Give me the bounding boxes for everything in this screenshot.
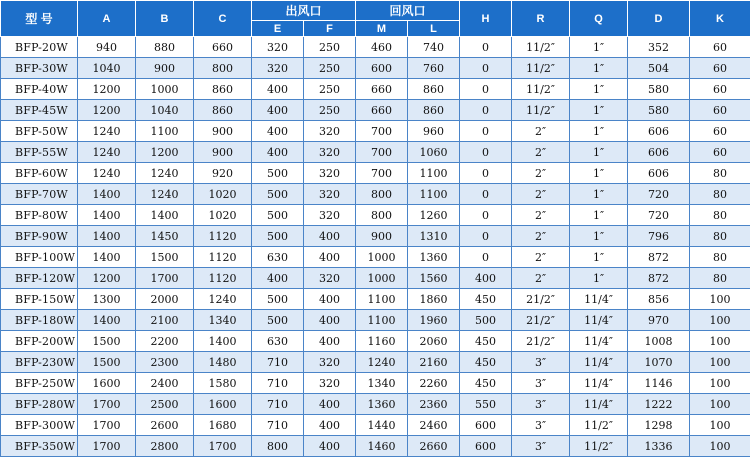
cell-f: 250	[304, 58, 356, 79]
cell-a: 1400	[78, 184, 136, 205]
cell-q: 11/4″	[570, 394, 628, 415]
table-row	[1, 142, 750, 163]
cell-c: 1240	[194, 289, 252, 310]
cell-e: 630	[252, 247, 304, 268]
cell-f: 250	[304, 37, 356, 58]
cell-l: 1860	[408, 289, 460, 310]
cell-a: 1400	[78, 310, 136, 331]
cell-b: 1000	[136, 79, 194, 100]
cell-l: 2460	[408, 415, 460, 436]
cell-model: BFP-350W	[1, 436, 78, 457]
cell-q: 1″	[570, 268, 628, 289]
cell-e: 800	[252, 436, 304, 457]
cell-k: 100	[690, 436, 750, 457]
cell-d: 872	[628, 247, 690, 268]
cell-q: 1″	[570, 100, 628, 121]
header-outlet: 出风口	[252, 1, 356, 21]
table-row	[1, 205, 750, 226]
cell-c: 920	[194, 163, 252, 184]
cell-model: BFP-100W	[1, 247, 78, 268]
cell-q: 11/4″	[570, 373, 628, 394]
cell-r: 3″	[512, 352, 570, 373]
cell-m: 1160	[356, 331, 408, 352]
cell-k: 80	[690, 226, 750, 247]
cell-e: 710	[252, 415, 304, 436]
cell-a: 1400	[78, 205, 136, 226]
cell-f: 320	[304, 163, 356, 184]
cell-h: 0	[460, 247, 512, 268]
cell-m: 1100	[356, 289, 408, 310]
cell-m: 1000	[356, 247, 408, 268]
cell-d: 1008	[628, 331, 690, 352]
cell-e: 500	[252, 226, 304, 247]
cell-b: 900	[136, 58, 194, 79]
cell-model: BFP-55W	[1, 142, 78, 163]
cell-d: 580	[628, 79, 690, 100]
table-body	[1, 37, 750, 457]
cell-f: 320	[304, 205, 356, 226]
cell-k: 60	[690, 100, 750, 121]
cell-m: 1240	[356, 352, 408, 373]
cell-h: 450	[460, 289, 512, 310]
cell-q: 1″	[570, 37, 628, 58]
cell-f: 400	[304, 247, 356, 268]
cell-k: 80	[690, 184, 750, 205]
cell-m: 700	[356, 163, 408, 184]
cell-a: 1200	[78, 268, 136, 289]
table-row	[1, 79, 750, 100]
cell-b: 1700	[136, 268, 194, 289]
cell-h: 0	[460, 142, 512, 163]
cell-h: 600	[460, 415, 512, 436]
table-row	[1, 268, 750, 289]
cell-f: 250	[304, 100, 356, 121]
cell-r: 21/2″	[512, 289, 570, 310]
cell-model: BFP-230W	[1, 352, 78, 373]
cell-q: 1″	[570, 247, 628, 268]
cell-f: 400	[304, 394, 356, 415]
cell-q: 1″	[570, 79, 628, 100]
cell-k: 60	[690, 79, 750, 100]
cell-a: 1500	[78, 331, 136, 352]
cell-model: BFP-80W	[1, 205, 78, 226]
cell-a: 1700	[78, 394, 136, 415]
cell-h: 0	[460, 37, 512, 58]
cell-c: 1120	[194, 226, 252, 247]
table-row	[1, 226, 750, 247]
cell-r: 2″	[512, 163, 570, 184]
header-r: R	[512, 1, 570, 37]
cell-d: 856	[628, 289, 690, 310]
cell-k: 100	[690, 331, 750, 352]
cell-c: 660	[194, 37, 252, 58]
cell-e: 320	[252, 37, 304, 58]
cell-model: BFP-30W	[1, 58, 78, 79]
cell-m: 800	[356, 205, 408, 226]
cell-b: 1040	[136, 100, 194, 121]
cell-l: 1960	[408, 310, 460, 331]
cell-l: 2360	[408, 394, 460, 415]
cell-r: 2″	[512, 205, 570, 226]
cell-e: 500	[252, 310, 304, 331]
cell-q: 11/4″	[570, 352, 628, 373]
cell-d: 796	[628, 226, 690, 247]
cell-a: 1700	[78, 415, 136, 436]
cell-model: BFP-50W	[1, 121, 78, 142]
cell-l: 1060	[408, 142, 460, 163]
cell-e: 500	[252, 184, 304, 205]
cell-l: 1360	[408, 247, 460, 268]
cell-k: 100	[690, 415, 750, 436]
cell-c: 1580	[194, 373, 252, 394]
cell-e: 500	[252, 205, 304, 226]
cell-c: 1120	[194, 268, 252, 289]
header-c: C	[194, 1, 252, 37]
cell-b: 1240	[136, 163, 194, 184]
cell-model: BFP-200W	[1, 331, 78, 352]
table-row	[1, 373, 750, 394]
cell-a: 1040	[78, 58, 136, 79]
cell-d: 606	[628, 142, 690, 163]
table-row	[1, 184, 750, 205]
cell-b: 1450	[136, 226, 194, 247]
cell-h: 600	[460, 436, 512, 457]
cell-r: 2″	[512, 226, 570, 247]
table-row	[1, 121, 750, 142]
cell-d: 1336	[628, 436, 690, 457]
cell-l: 760	[408, 58, 460, 79]
cell-f: 400	[304, 415, 356, 436]
cell-r: 3″	[512, 394, 570, 415]
cell-q: 1″	[570, 226, 628, 247]
cell-d: 872	[628, 268, 690, 289]
cell-c: 900	[194, 142, 252, 163]
cell-a: 1300	[78, 289, 136, 310]
cell-m: 1460	[356, 436, 408, 457]
cell-f: 320	[304, 373, 356, 394]
header-f: F	[304, 21, 356, 37]
cell-h: 0	[460, 79, 512, 100]
cell-l: 2260	[408, 373, 460, 394]
cell-a: 1600	[78, 373, 136, 394]
cell-c: 1480	[194, 352, 252, 373]
header-q: Q	[570, 1, 628, 37]
header-b: B	[136, 1, 194, 37]
header-e: E	[252, 21, 304, 37]
cell-k: 60	[690, 37, 750, 58]
cell-k: 80	[690, 205, 750, 226]
cell-k: 80	[690, 268, 750, 289]
cell-h: 0	[460, 205, 512, 226]
cell-r: 2″	[512, 121, 570, 142]
table-row	[1, 100, 750, 121]
cell-e: 400	[252, 121, 304, 142]
cell-d: 352	[628, 37, 690, 58]
cell-model: BFP-180W	[1, 310, 78, 331]
cell-k: 100	[690, 310, 750, 331]
cell-a: 1200	[78, 100, 136, 121]
cell-r: 11/2″	[512, 37, 570, 58]
cell-r: 21/2″	[512, 331, 570, 352]
cell-l: 960	[408, 121, 460, 142]
cell-model: BFP-60W	[1, 163, 78, 184]
header-l: L	[408, 21, 460, 37]
cell-r: 3″	[512, 436, 570, 457]
cell-model: BFP-120W	[1, 268, 78, 289]
cell-e: 500	[252, 289, 304, 310]
cell-d: 580	[628, 100, 690, 121]
cell-k: 100	[690, 352, 750, 373]
cell-q: 11/4″	[570, 310, 628, 331]
header-a: A	[78, 1, 136, 37]
cell-b: 2300	[136, 352, 194, 373]
cell-f: 400	[304, 226, 356, 247]
cell-q: 11/2″	[570, 415, 628, 436]
cell-e: 630	[252, 331, 304, 352]
cell-e: 320	[252, 58, 304, 79]
table-row	[1, 289, 750, 310]
cell-l: 1100	[408, 184, 460, 205]
cell-e: 400	[252, 79, 304, 100]
cell-r: 2″	[512, 142, 570, 163]
cell-e: 710	[252, 394, 304, 415]
cell-h: 400	[460, 268, 512, 289]
cell-f: 250	[304, 79, 356, 100]
cell-h: 450	[460, 331, 512, 352]
cell-r: 2″	[512, 184, 570, 205]
cell-d: 606	[628, 163, 690, 184]
cell-m: 1440	[356, 415, 408, 436]
cell-e: 400	[252, 268, 304, 289]
cell-c: 1120	[194, 247, 252, 268]
cell-k: 80	[690, 247, 750, 268]
header-h: H	[460, 1, 512, 37]
cell-h: 0	[460, 226, 512, 247]
cell-l: 740	[408, 37, 460, 58]
table-row	[1, 58, 750, 79]
cell-l: 1310	[408, 226, 460, 247]
table-row	[1, 310, 750, 331]
cell-a: 940	[78, 37, 136, 58]
header-d: D	[628, 1, 690, 37]
cell-k: 60	[690, 58, 750, 79]
cell-b: 1100	[136, 121, 194, 142]
cell-m: 900	[356, 226, 408, 247]
cell-b: 2100	[136, 310, 194, 331]
cell-r: 21/2″	[512, 310, 570, 331]
cell-a: 1400	[78, 226, 136, 247]
cell-d: 1298	[628, 415, 690, 436]
table-row	[1, 37, 750, 58]
cell-m: 700	[356, 121, 408, 142]
cell-h: 550	[460, 394, 512, 415]
cell-e: 710	[252, 352, 304, 373]
cell-q: 11/2″	[570, 436, 628, 457]
cell-m: 660	[356, 100, 408, 121]
cell-a: 1200	[78, 79, 136, 100]
cell-q: 1″	[570, 205, 628, 226]
cell-h: 0	[460, 163, 512, 184]
table-row	[1, 415, 750, 436]
cell-b: 2400	[136, 373, 194, 394]
cell-d: 970	[628, 310, 690, 331]
cell-c: 1600	[194, 394, 252, 415]
cell-h: 0	[460, 58, 512, 79]
cell-a: 1700	[78, 436, 136, 457]
cell-r: 2″	[512, 268, 570, 289]
header-k: K	[690, 1, 750, 37]
header-model: 型 号	[1, 1, 78, 37]
cell-r: 11/2″	[512, 58, 570, 79]
cell-a: 1400	[78, 247, 136, 268]
cell-f: 400	[304, 331, 356, 352]
cell-h: 450	[460, 352, 512, 373]
cell-f: 320	[304, 184, 356, 205]
table-row	[1, 352, 750, 373]
cell-q: 1″	[570, 142, 628, 163]
cell-c: 860	[194, 100, 252, 121]
cell-k: 100	[690, 394, 750, 415]
header-return: 回风口	[356, 1, 460, 21]
table-row	[1, 436, 750, 457]
cell-c: 800	[194, 58, 252, 79]
cell-r: 11/2″	[512, 79, 570, 100]
cell-b: 1200	[136, 142, 194, 163]
cell-model: BFP-280W	[1, 394, 78, 415]
cell-m: 1360	[356, 394, 408, 415]
cell-c: 1020	[194, 184, 252, 205]
cell-q: 1″	[570, 184, 628, 205]
cell-r: 3″	[512, 415, 570, 436]
cell-q: 11/4″	[570, 289, 628, 310]
cell-q: 11/4″	[570, 331, 628, 352]
cell-m: 700	[356, 142, 408, 163]
cell-q: 1″	[570, 163, 628, 184]
cell-f: 400	[304, 436, 356, 457]
cell-c: 1020	[194, 205, 252, 226]
cell-model: BFP-40W	[1, 79, 78, 100]
table-row	[1, 247, 750, 268]
cell-h: 450	[460, 373, 512, 394]
cell-model: BFP-250W	[1, 373, 78, 394]
cell-e: 400	[252, 100, 304, 121]
cell-model: BFP-70W	[1, 184, 78, 205]
cell-d: 1222	[628, 394, 690, 415]
cell-d: 720	[628, 184, 690, 205]
cell-k: 100	[690, 373, 750, 394]
cell-k: 60	[690, 142, 750, 163]
cell-m: 800	[356, 184, 408, 205]
cell-a: 1500	[78, 352, 136, 373]
cell-q: 1″	[570, 58, 628, 79]
table-row	[1, 163, 750, 184]
cell-c: 1340	[194, 310, 252, 331]
cell-b: 2500	[136, 394, 194, 415]
cell-m: 660	[356, 79, 408, 100]
cell-e: 400	[252, 142, 304, 163]
cell-b: 880	[136, 37, 194, 58]
header-m: M	[356, 21, 408, 37]
cell-m: 1100	[356, 310, 408, 331]
cell-f: 400	[304, 289, 356, 310]
table-row	[1, 331, 750, 352]
cell-d: 1146	[628, 373, 690, 394]
cell-e: 710	[252, 373, 304, 394]
cell-a: 1240	[78, 121, 136, 142]
cell-c: 900	[194, 121, 252, 142]
cell-r: 2″	[512, 247, 570, 268]
cell-l: 860	[408, 79, 460, 100]
table-row	[1, 394, 750, 415]
cell-m: 460	[356, 37, 408, 58]
cell-h: 0	[460, 184, 512, 205]
cell-model: BFP-90W	[1, 226, 78, 247]
cell-f: 320	[304, 268, 356, 289]
cell-m: 1000	[356, 268, 408, 289]
cell-b: 2600	[136, 415, 194, 436]
cell-h: 0	[460, 100, 512, 121]
cell-l: 2660	[408, 436, 460, 457]
cell-l: 860	[408, 100, 460, 121]
cell-l: 2160	[408, 352, 460, 373]
cell-h: 500	[460, 310, 512, 331]
cell-b: 2800	[136, 436, 194, 457]
cell-c: 1680	[194, 415, 252, 436]
cell-model: BFP-150W	[1, 289, 78, 310]
cell-c: 1400	[194, 331, 252, 352]
cell-b: 2000	[136, 289, 194, 310]
cell-r: 3″	[512, 373, 570, 394]
cell-model: BFP-300W	[1, 415, 78, 436]
cell-a: 1240	[78, 163, 136, 184]
cell-c: 860	[194, 79, 252, 100]
cell-l: 1560	[408, 268, 460, 289]
cell-m: 600	[356, 58, 408, 79]
cell-l: 2060	[408, 331, 460, 352]
cell-k: 80	[690, 163, 750, 184]
cell-k: 60	[690, 121, 750, 142]
cell-d: 720	[628, 205, 690, 226]
cell-b: 2200	[136, 331, 194, 352]
cell-c: 1700	[194, 436, 252, 457]
cell-l: 1260	[408, 205, 460, 226]
cell-a: 1240	[78, 142, 136, 163]
cell-d: 504	[628, 58, 690, 79]
cell-f: 320	[304, 352, 356, 373]
cell-model: BFP-45W	[1, 100, 78, 121]
cell-m: 1340	[356, 373, 408, 394]
cell-k: 100	[690, 289, 750, 310]
cell-f: 320	[304, 121, 356, 142]
cell-q: 1″	[570, 121, 628, 142]
cell-l: 1100	[408, 163, 460, 184]
cell-b: 1240	[136, 184, 194, 205]
cell-model: BFP-20W	[1, 37, 78, 58]
cell-d: 1070	[628, 352, 690, 373]
cell-b: 1400	[136, 205, 194, 226]
cell-f: 320	[304, 142, 356, 163]
cell-h: 0	[460, 121, 512, 142]
cell-r: 11/2″	[512, 100, 570, 121]
cell-f: 400	[304, 310, 356, 331]
cell-e: 500	[252, 163, 304, 184]
cell-d: 606	[628, 121, 690, 142]
cell-b: 1500	[136, 247, 194, 268]
